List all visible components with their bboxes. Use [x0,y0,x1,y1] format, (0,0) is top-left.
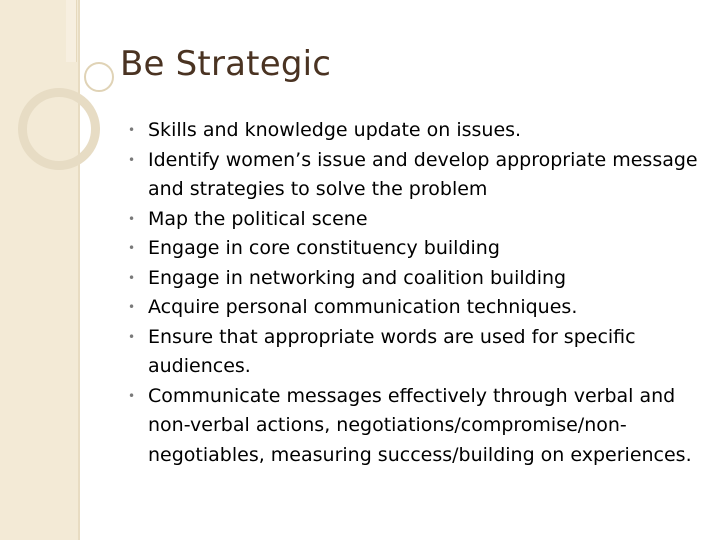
decorative-small-ring [84,62,114,92]
bullet-item [128,234,703,264]
bullet-text: Engage in networking and coalition building [148,266,567,289]
bullet-item [128,264,703,294]
bullet-dot-icon: • [128,329,136,344]
decorative-side-panel [0,0,78,540]
bullet-item [128,323,703,382]
bullet-list [128,116,703,470]
side-panel-edge [78,0,80,540]
bullet-text: Acquire personal communication techniques. [148,296,578,318]
bullet-text: Skills and knowledge update on issues. [148,119,522,141]
bullet-item [128,293,703,323]
bullet-dot-icon: • [128,152,136,167]
slide-title: Be Strategic [120,44,332,84]
bullet-item [128,382,703,471]
bullet-item [128,116,703,146]
bullet-text: Map the political scene [148,207,368,230]
bullet-dot-icon: • [128,300,136,314]
bullet-text: Engage in core constituency building [148,237,500,259]
bullet-dot-icon: • [128,388,136,403]
bullet-dot-icon: • [128,270,136,285]
decorative-top-strip [66,0,77,62]
bullet-dot-icon: • [128,123,136,137]
bullet-text: Ensure that appropriate words are used for specific audiences. [148,325,636,377]
bullet-text: Identify women’s issue and develop appropriate message and strategies to solve the problem [148,148,698,200]
bullet-item [128,205,703,235]
decorative-ring [18,88,100,170]
bullet-dot-icon: • [128,211,136,226]
bullet-item [128,146,703,205]
bullet-dot-icon: • [128,241,136,255]
bullet-text: Communicate messages effectively through verbal and non-verbal actions, negotiations/compromise/non-negotiables, measuring success/building on experiences. [148,384,692,466]
